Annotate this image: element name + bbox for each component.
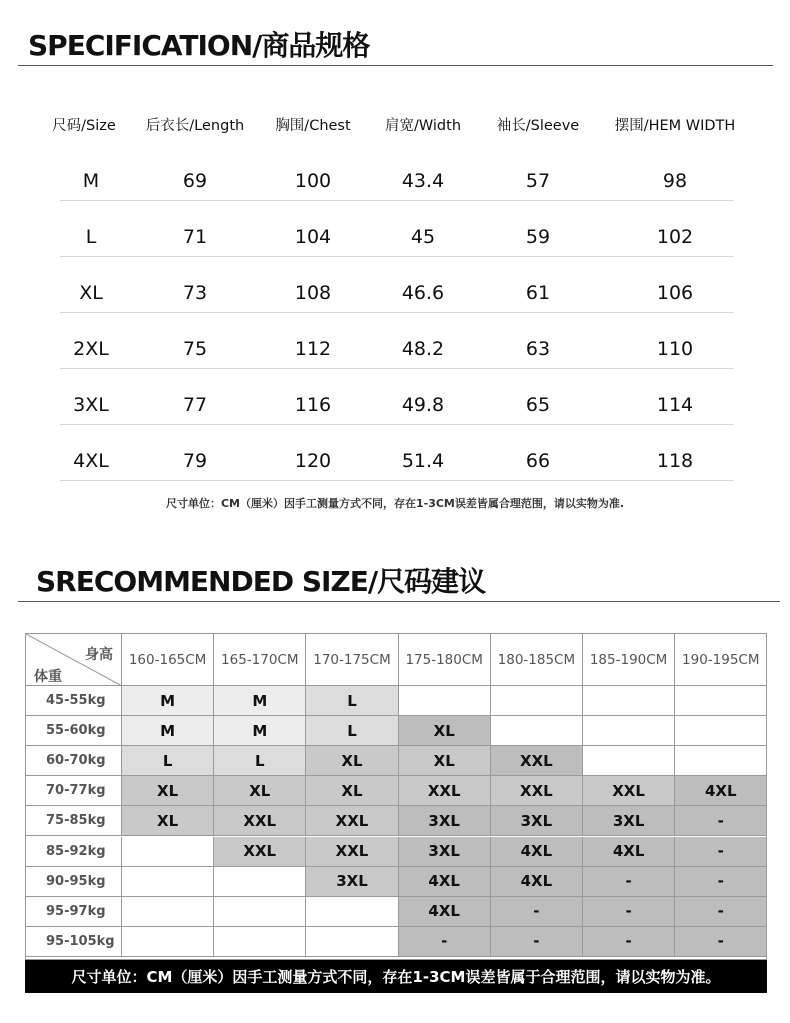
size-cell: XXL	[399, 776, 491, 806]
size-cell	[399, 686, 491, 716]
spec-row-divider	[60, 256, 734, 257]
spec-cell: 116	[294, 394, 332, 416]
spec-row-divider	[60, 368, 734, 369]
size-cell	[122, 837, 214, 867]
spec-cell: 43.4	[401, 170, 445, 192]
size-cell: XXL	[491, 746, 583, 776]
size-cell: -	[399, 927, 491, 957]
size-cell	[491, 716, 583, 746]
size-cell	[122, 897, 214, 927]
size-cell: 4XL	[491, 867, 583, 897]
spec-cell: 49.8	[401, 394, 445, 416]
spec-cell: 48.2	[401, 338, 445, 360]
size-cell: M	[122, 716, 214, 746]
spec-cell: XL	[79, 282, 103, 304]
size-cell	[214, 867, 306, 897]
size-cell: 4XL	[491, 837, 583, 867]
size-cell: -	[491, 897, 583, 927]
spec-title: SPECIFICATION/商品规格	[28, 29, 370, 62]
size-cell: 3XL	[306, 867, 398, 897]
size-cell	[122, 927, 214, 957]
size-cell: -	[491, 927, 583, 957]
spec-cell: 65	[525, 394, 551, 416]
size-cell: L	[306, 686, 398, 716]
size-cell: 3XL	[399, 806, 491, 836]
size-cell	[675, 746, 767, 776]
spec-cell: 102	[656, 226, 694, 248]
size-cell: M	[214, 686, 306, 716]
spec-cell: 66	[525, 450, 551, 472]
size-cell: XL	[214, 776, 306, 806]
weight-label: 75-85kg	[26, 806, 122, 836]
size-cell: XXL	[306, 837, 398, 867]
spec-row-divider	[60, 312, 734, 313]
spec-cell: 98	[662, 170, 688, 192]
spec-header-2: 胸围/Chest	[275, 118, 351, 134]
size-cell: -	[583, 867, 675, 897]
height-header: 165-170CM	[214, 634, 306, 686]
spec-cell: 73	[182, 282, 208, 304]
size-cell: -	[675, 897, 767, 927]
size-cell	[491, 686, 583, 716]
spec-cell: 104	[294, 226, 332, 248]
spec-cell: 75	[182, 338, 208, 360]
spec-cell: 61	[525, 282, 551, 304]
spec-cell: 110	[656, 338, 694, 360]
spec-header-5: 摆围/HEM WIDTH	[614, 118, 736, 134]
size-cell	[675, 716, 767, 746]
size-cell: L	[306, 716, 398, 746]
weight-label: 95-105kg	[26, 927, 122, 957]
size-cell: -	[675, 867, 767, 897]
size-cell: M	[122, 686, 214, 716]
weight-label: 85-92kg	[26, 837, 122, 867]
height-header: 160-165CM	[122, 634, 214, 686]
spec-cell: 71	[182, 226, 208, 248]
spec-cell: 77	[182, 394, 208, 416]
height-header: 170-175CM	[306, 634, 398, 686]
spec-cell: 59	[525, 226, 551, 248]
size-cell: L	[122, 746, 214, 776]
size-cell: -	[583, 897, 675, 927]
size-cell: XL	[399, 716, 491, 746]
size-cell	[122, 867, 214, 897]
size-cell	[306, 897, 398, 927]
recommend-title-rule	[18, 601, 780, 602]
footer-note: 尺寸单位：CM（厘米）因手工测量方式不同，存在1-3CM误差皆属于合理范围，请以实物为准。	[25, 960, 767, 993]
size-cell: XL	[306, 746, 398, 776]
spec-title-rule	[18, 65, 773, 66]
recommend-title: SRECOMMENDED SIZE/尺码建议	[36, 565, 486, 598]
corner-weight-label: 体重	[34, 669, 62, 685]
weight-label: 45-55kg	[26, 686, 122, 716]
spec-row-divider	[60, 200, 734, 201]
spec-cell: 69	[182, 170, 208, 192]
size-cell	[675, 686, 767, 716]
size-cell: -	[675, 927, 767, 957]
spec-cell: 118	[656, 450, 694, 472]
spec-cell: 114	[656, 394, 694, 416]
size-cell	[583, 746, 675, 776]
spec-cell: 51.4	[401, 450, 445, 472]
size-cell: 4XL	[675, 776, 767, 806]
spec-cell: 120	[294, 450, 332, 472]
size-cell: XL	[122, 776, 214, 806]
size-cell: 3XL	[491, 806, 583, 836]
spec-header-0: 尺码/Size	[52, 118, 116, 134]
size-cell: M	[214, 716, 306, 746]
size-cell	[583, 716, 675, 746]
spec-header-4: 袖长/Sleeve	[496, 118, 580, 134]
spec-note: 尺寸单位：CM（厘米）因手工测量方式不同，存在1-3CM误差皆属合理范围，请以实物为准.	[165, 497, 625, 510]
recommend-table	[25, 633, 767, 960]
weight-label: 60-70kg	[26, 746, 122, 776]
size-cell: 4XL	[399, 867, 491, 897]
spec-cell: M	[82, 170, 100, 192]
corner-cell	[26, 634, 122, 686]
size-cell: -	[583, 927, 675, 957]
spec-cell: 100	[294, 170, 332, 192]
spec-cell: 2XL	[73, 338, 109, 360]
spec-cell: 112	[294, 338, 332, 360]
spec-cell: 63	[525, 338, 551, 360]
spec-cell: 108	[294, 282, 332, 304]
weight-label: 90-95kg	[26, 867, 122, 897]
spec-cell: 45	[410, 226, 436, 248]
size-cell: -	[675, 806, 767, 836]
weight-label: 95-97kg	[26, 897, 122, 927]
spec-row-divider	[60, 480, 734, 481]
spec-cell: 79	[182, 450, 208, 472]
size-cell: L	[214, 746, 306, 776]
size-cell: XXL	[306, 806, 398, 836]
size-cell: XL	[306, 776, 398, 806]
size-cell: 3XL	[399, 837, 491, 867]
spec-cell: 4XL	[73, 450, 109, 472]
spec-header-1: 后衣长/Length	[145, 118, 245, 134]
spec-header-3: 肩宽/Width	[384, 118, 462, 134]
height-header: 190-195CM	[675, 634, 767, 686]
spec-cell: 57	[525, 170, 551, 192]
size-cell	[214, 927, 306, 957]
corner-height-label: 身高	[85, 647, 113, 663]
weight-label: 70-77kg	[26, 776, 122, 806]
spec-cell: L	[85, 226, 97, 248]
size-cell: 4XL	[583, 837, 675, 867]
size-cell: XXL	[491, 776, 583, 806]
height-header: 180-185CM	[491, 634, 583, 686]
size-cell: XXL	[583, 776, 675, 806]
size-cell: 3XL	[583, 806, 675, 836]
weight-label: 55-60kg	[26, 716, 122, 746]
size-cell: XL	[399, 746, 491, 776]
spec-cell: 3XL	[73, 394, 109, 416]
spec-cell: 46.6	[401, 282, 445, 304]
size-cell: 4XL	[399, 897, 491, 927]
size-cell	[306, 927, 398, 957]
spec-cell: 106	[656, 282, 694, 304]
size-cell	[214, 897, 306, 927]
size-cell: XL	[122, 806, 214, 836]
height-header: 175-180CM	[399, 634, 491, 686]
size-cell: XXL	[214, 837, 306, 867]
size-cell	[583, 686, 675, 716]
spec-row-divider	[60, 424, 734, 425]
height-header: 185-190CM	[583, 634, 675, 686]
size-cell: XXL	[214, 806, 306, 836]
size-cell: -	[675, 837, 767, 867]
